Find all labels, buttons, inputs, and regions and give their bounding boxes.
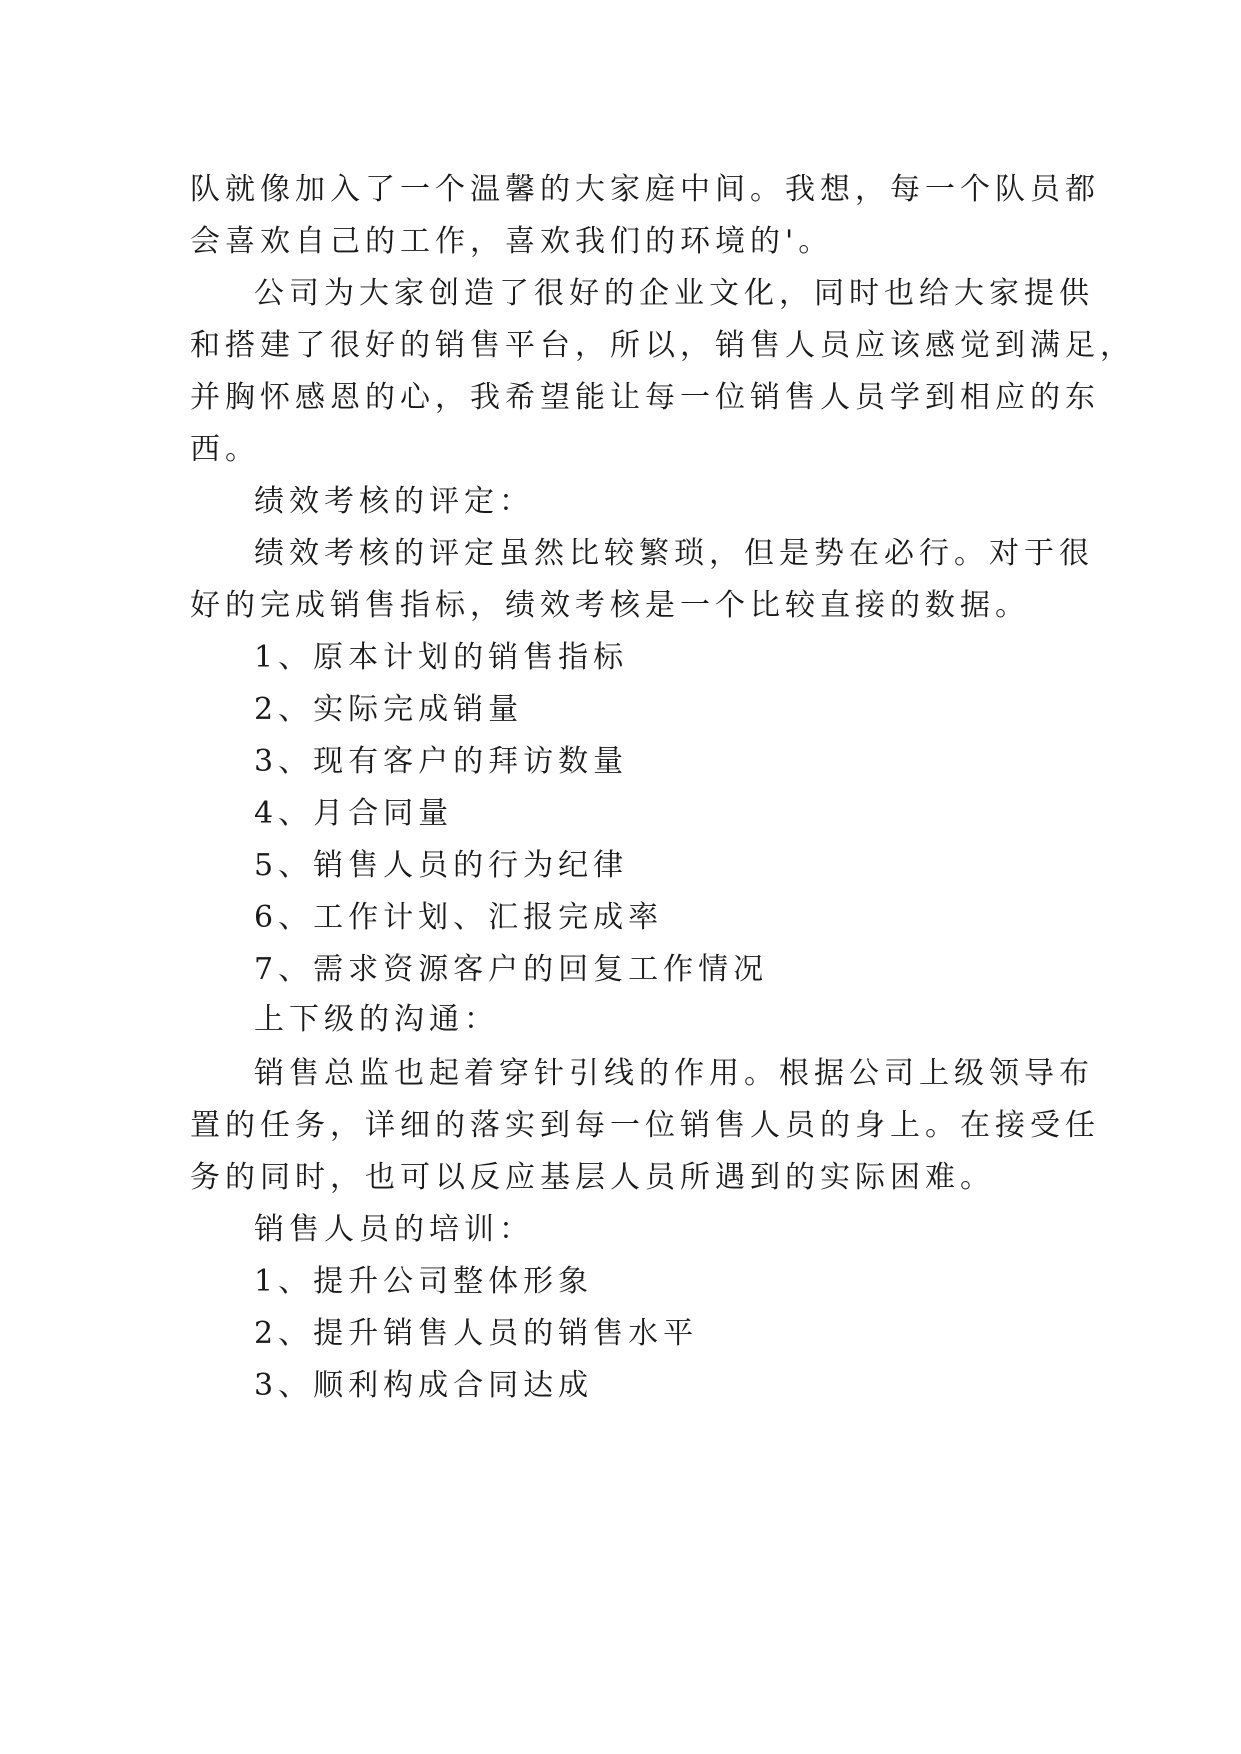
list-item: 3、顺利构成合同达成 xyxy=(254,1368,594,1403)
paragraph-line: 公司为大家创造了很好的企业文化，同时也给大家提供 xyxy=(254,276,1094,311)
list-item: 2、提升销售人员的销售水平 xyxy=(254,1316,699,1351)
list-item: 7、需求资源客户的回复工作情况 xyxy=(254,952,769,987)
section-heading-training: 销售人员的培训： xyxy=(254,1212,534,1247)
paragraph-line: 置的任务，详细的落实到每一位销售人员的身上。在接受任 xyxy=(190,1108,1100,1143)
list-item: 2、实际完成销量 xyxy=(254,692,524,727)
paragraph-line: 绩效考核的评定虽然比较繁琐，但是势在必行。对于很 xyxy=(254,536,1094,571)
paragraph-line: 和搭建了很好的销售平台，所以，销售人员应该感觉到满足， xyxy=(190,328,1135,363)
paragraph-line: 会喜欢自己的工作，喜欢我们的环境的'。 xyxy=(190,224,834,259)
list-item: 5、销售人员的行为纪律 xyxy=(254,848,629,883)
list-item: 3、现有客户的拜访数量 xyxy=(254,744,629,779)
paragraph-line: 好的完成销售指标，绩效考核是一个比较直接的数据。 xyxy=(190,588,1030,623)
paragraph-line: 务的同时，也可以反应基层人员所遇到的实际困难。 xyxy=(190,1160,995,1195)
list-item: 1、提升公司整体形象 xyxy=(254,1264,594,1299)
list-item: 6、工作计划、汇报完成率 xyxy=(254,900,664,935)
paragraph-line: 西。 xyxy=(190,432,260,467)
list-item: 1、原本计划的销售指标 xyxy=(254,640,629,675)
list-item: 4、月合同量 xyxy=(254,796,454,831)
section-heading-performance: 绩效考核的评定： xyxy=(254,484,534,519)
paragraph-line: 销售总监也起着穿针引线的作用。根据公司上级领导布 xyxy=(254,1056,1094,1091)
paragraph-line: 队就像加入了一个温馨的大家庭中间。我想，每一个队员都 xyxy=(190,172,1100,207)
section-heading-communication: 上下级的沟通： xyxy=(254,1002,499,1037)
paragraph-line: 并胸怀感恩的心，我希望能让每一位销售人员学到相应的东 xyxy=(190,380,1100,415)
